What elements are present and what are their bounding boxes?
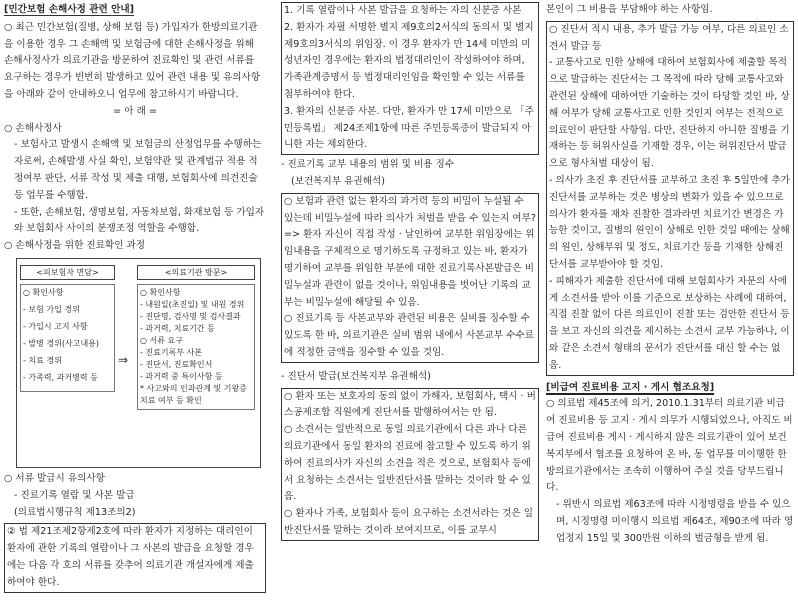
bullet-records-scope-source: (보건복지부 유권해석)	[291, 175, 385, 187]
below-marker: = 아 래 =	[113, 105, 157, 117]
section-title-fees: [비급여 진료비용 고지 · 게시 협조요청]	[546, 381, 715, 393]
interpretation-box-diagnosis	[281, 388, 539, 541]
interpretation-box-certificate	[546, 21, 794, 376]
law-box-documents	[281, 2, 539, 155]
column-2	[281, 2, 539, 543]
diagram-right-item: - 진단서, 진료확인서	[140, 359, 213, 369]
heading-adjuster: ○ 손해사정사	[4, 122, 62, 134]
bullet-adjuster-role: - 보험사고 발생시 손해액 및 보험금의 산정업무를 수행하는 자로써, 손해발생 사실 확인, 보험약관 및 관계법규 적용 적정여부 판단, 서류 작성 및 제출 대행, 보험회사에 의견진술 등 업무를 수행함.	[14, 139, 262, 201]
fees-penalty: - 위반시 의료법 제63조에 따라 시정명령을 받을 수 있으며, 시정명령 미이행시 의료법 제64조, 제90조에 따라 영업정지 15일 및 300만원 이하의 벌금형을 받게 됨.	[556, 499, 794, 544]
diagram-right-header: <의료기관 방문>	[137, 265, 255, 280]
bullet-adjuster-dispute: - 또한, 손해보험, 생명보험, 자동차보험, 화재보험 등 가입자와 보험회사 사이의 분쟁조정 역할을 수행함.	[14, 206, 265, 235]
heading-documents: ○ 서류 발급시 유의사항	[4, 472, 105, 484]
heading-process: ○ 손해사정을 위한 진료확인 과정	[4, 240, 146, 252]
diagram-left-item: - 치료 경위	[23, 355, 62, 365]
diagram-right	[137, 265, 255, 410]
interpretation-box-diagnosis-text: ○ 환자 또는 보호자의 동의 없이 가해자, 보험회사, 택시 · 버스공제조합 직원에게 진단서를 발행하여서는 안 됨. ○ 소견서는 일반적으로 동일 의료기관에서 다른 과나 다른 의료기관에서 동일 환자의 진료에 참고할 수 있도록 하기 위하여 진료의사가 자신의 소견을 적은 것으로, 보험회사 등에서 요청하는 소견서는 일반진단서를 말하는 것이라 할 수 있음. ○ 환자나 가족, 보험회사 등이 요구하는 소견서라는 것은 일반진단서를 말하는 것이라 보여지므로, 이를 교부시	[284, 390, 536, 536]
process-diagram	[16, 258, 261, 468]
law-box-text: ② 법 제21조제2항제2호에 따라 환자가 지정하는 대리인이 환자에 관한 기록의 열람이나 그 사본의 발급을 요청할 경우에는 다음 각 호의 서류를 갖추어 의료기관 개설자에게 제출하여야 한다.	[7, 526, 254, 588]
diagram-right-item: - 내원일(초진일) 및 내원 경위	[140, 299, 245, 309]
diagram-right-item: - 과거력 중 특이사항 등	[140, 371, 223, 381]
interpretation-box-certificate-text: ○ 진단서 적시 내용, 추가 발급 가능 여부, 다른 의료인 소견서 발급 등 - 교통사고로 인한 상해에 대하여 보험회사에 제출할 목적으로 발급하는 진단서는 그 목적에 따라 당해 교통사고와 관련된 상해에 대하여만 기술하는 것이 타당할 것인 바, 상해 여부가 당해 교통사고로 인한 것인지 여부는 전적으로 의료인이 판단할 사항임. 다만, 진단하지 아니한 질병을 기재하는 등 허위사실을 기재할 경우, 이는 허위진단서 발급으로 형사처벌 대상이 됨. - 의사가 초진 후 진단서를 교부하고 초진 후 5일만에 추가 진단서를 교부하는 것은 병상의 변화가 있을 수 있으므로 의사가 환자를 재차 진찰한 결과라면 치료기간 변경은 가능한 것이고, 질병의 원인이 상해로 인한 것일 때에는 상해의 원인, 상해부위 및 정도, 치료기간 등을 기재한 상해진단서를 교부받아야 할 것임. - 피해자가 제출한 진단서에 대해 보험회사가 자문의 사에게 소견서를 받아 이를 기준으로 보상하는 사례에 대하여, 직접 진찰 없이 다른 의료인이 진찰 또는 검안한 진단서 등을 보고 자신의 의견을 제시하는 소견서 교부 가능하나, 이와 같은 소견서 형태의 문서가 진단서를 대신 할 수는 없음.	[549, 23, 790, 371]
diagram-left-header: <피보험자 면담>	[20, 265, 115, 280]
diagram-right-item: - 진료기록부 사본	[140, 347, 203, 357]
bullet-records-source: (의료법시행규칙 제13조의2)	[14, 506, 136, 518]
intro-paragraph: ○ 최근 민간보험(질병, 상해 보험 등) 가입자가 한방의료기관을 이용한 경우 그 손해액 및 보험금에 대한 손해사정을 위해 손해사정사가 의료기관을 방문하여 진료확인 및 관련 서류를 요구하는 경우가 빈번히 발생하고 있어 관련 내용 및 유의사항을 아래와 같이 안내하오니 업무에 참고하시기 바랍니다.	[4, 21, 261, 100]
diagram-right-item: - 진단명, 검사명 및 검사결과	[140, 311, 241, 321]
diagram-left-item: - 발병 경위(사고내용)	[23, 338, 100, 348]
interpretation-box-records-text: ○ 보험과 관련 없는 환자의 과거력 등의 비밀이 누설될 수 있는데 비밀누설에 따라 의사가 처벌을 받을 수 있는지 여부? => 환자 자신이 직접 작성 · 날인하여 교부한 위임장에는 위임내용을 구체적으로 명기하도록 규정하고 있는 바, 환자가 명기하여 교부를 위임한 부분에 대한 진료기록사본발급은 비밀누설과 관련이 없을 것이나, 위임내용을 벗어난 기록의 교부는 비밀누설에 해당될 수 있음. ○ 진료기록 등 사본교부와 관련된 비용은 실비를 징수할 수 있도록 한 바, 의료기관은 실비 범위 내에서 사본교부 수수료에 적정한 금액을 징수할 수 있을 것임.	[284, 195, 536, 358]
diagram-left-item: - 가입시 고지 사항	[23, 321, 88, 331]
diagram-right-item: - 과거력, 치료기간 등	[140, 323, 215, 333]
diagram-right-box	[137, 284, 255, 410]
column-1	[4, 2, 266, 595]
diagram-right-item: 치료 여부 등 확인	[140, 395, 202, 405]
diagram-left-item: - 가족력, 과거병력 등	[23, 372, 98, 382]
continued-text: 본인이 그 비용을 부담해야 하는 사항임.	[546, 4, 713, 15]
bullet-records-scope: - 진료기록 교부 내용의 범위 및 비용 징수	[281, 159, 455, 171]
diagram-right-item: * 사고와의 인과관계 및 기왕증	[140, 383, 247, 393]
arrow-icon: ⇒	[118, 352, 129, 367]
diagram-right-item: ○ 서류 요구	[140, 335, 183, 345]
diagram-left-box	[20, 284, 115, 392]
diagram-right-item: ○ 확인사항	[140, 287, 181, 297]
bullet-records: - 진료기록 열람 및 사본 발급	[14, 489, 135, 501]
fees-paragraph: ○ 의료법 제45조에 의거, 2010.1.31부터 의료기관 비급여 진료비용 등 고지 · 게시 의무가 시행되었으나, 아직도 비급여 진료비용 게시 · 게시하지 않은 의료기관이 있어 보건복지부에서 협조를 요청하여 온 바, 동 업무를 미이행한 한방의료기관에서는 조속히 이행하여 주실 것을 당부드립니다.	[546, 398, 793, 494]
interpretation-box-records	[281, 193, 539, 363]
section-title-insurance: [민간보험 손해사정 관련 안내]	[4, 4, 134, 15]
law-box-documents-text: 1. 기록 열람이나 사본 발급을 요청하는 자의 신분증 사본 2. 환자가 자필 서명한 별지 제9호의2서식의 동의서 및 별지 제9호의3서식의 위임장. 이 경우 환자가 만 14세 미만의 미성년자인 경우에는 환자의 법정대리인이 작성하여야 하며, 가족관계증명서 등 법정대리인임을 확인할 수 있는 서류를 첨부하여야 한다. 3. 환자의 신분증 사본. 다만, 환자가 만 17세 미만으로 「주민등록법」 제24조제1항에 따른 주민등록증이 발급되지 아니한 자는 제외한다.	[284, 5, 534, 151]
bullet-diagnosis: - 진단서 발급(보건복지부 유권해석)	[281, 370, 431, 382]
law-box-agent	[4, 523, 266, 592]
diagram-left-item: ○ 확인사항	[23, 287, 64, 297]
diagram-left-item: - 보험 가입 경위	[23, 304, 80, 314]
column-3	[546, 2, 794, 548]
diagram-left	[20, 265, 115, 392]
